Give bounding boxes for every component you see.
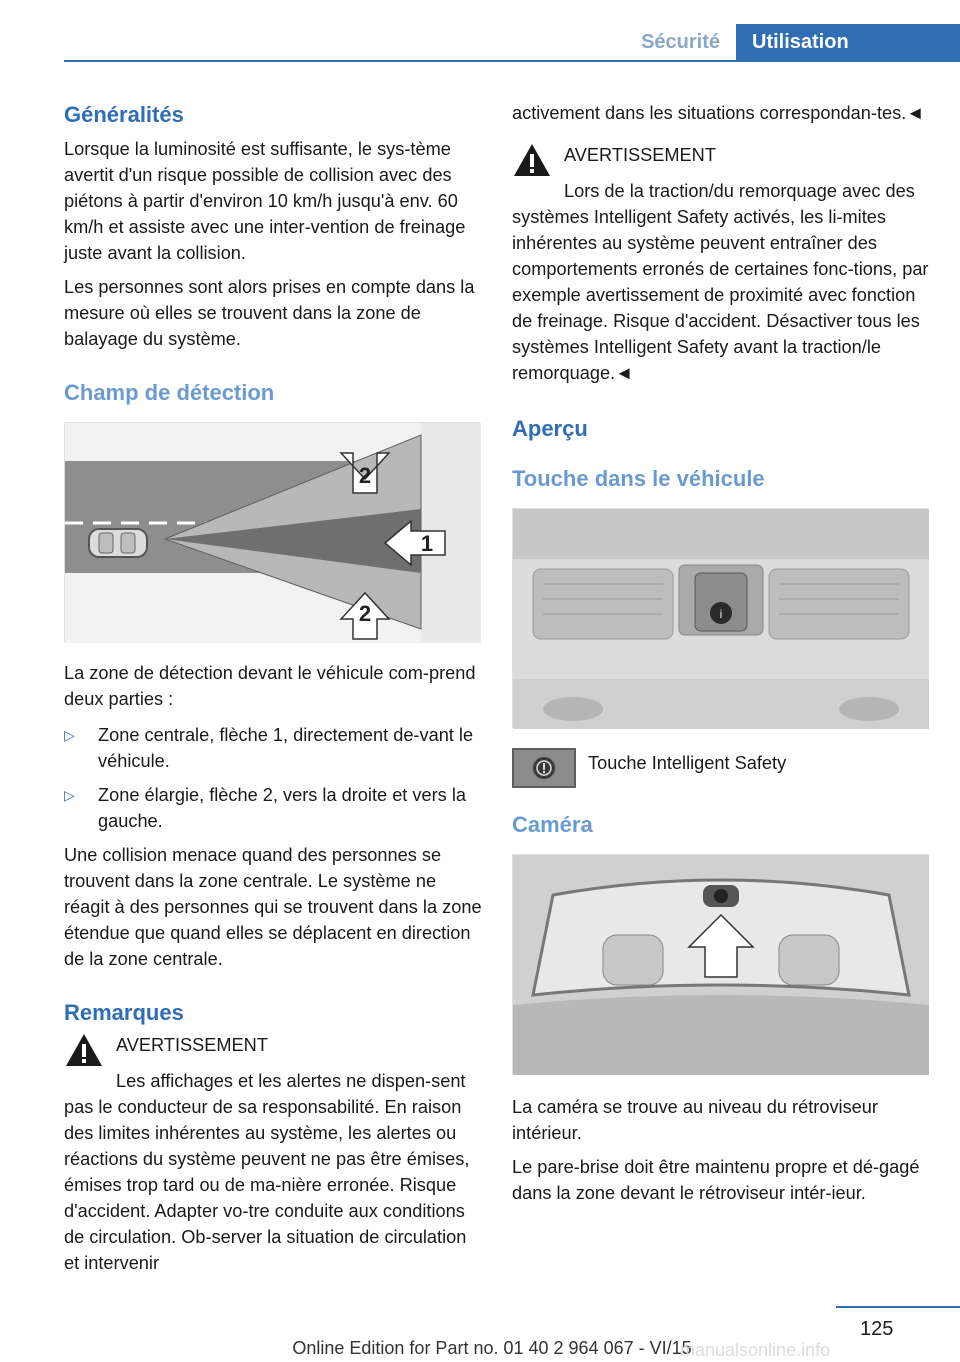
camera-figure xyxy=(512,854,928,1074)
heading-remarques: Remarques xyxy=(64,1000,184,1025)
bullet-triangle-icon: ▷ xyxy=(64,727,75,743)
paragraph-detection-zone: La zone de détection devant le véhicule com-prend deux parties : xyxy=(64,663,476,709)
paragraph-generalites-2: Les personnes sont alors prises en compte dans la mesure où elles se trouvent dans la zone de balayage du système. xyxy=(64,277,475,349)
page-header xyxy=(0,0,960,62)
paragraph-camera-1: La caméra se trouve au niveau du rétroviseur intérieur. xyxy=(512,1097,878,1143)
warning-text-2: Lors de la traction/du remorquage avec des systèmes Intelligent Safety activés, les li-mites inhérentes au système peuvent entraîner des comportements erronés de certaines fonc-tions, par exemple avertissement de proximité avec fonction de freinage. Risque d'accident. Désactiver tous les systèmes Intelligent Safety avant la traction/le remorquage.◄ xyxy=(512,181,929,383)
edition-footer: Online Edition for Part no. 01 40 2 964 067 - VI/15 xyxy=(292,1338,692,1358)
figure-label-arrow-1: 1 xyxy=(420,531,434,556)
footer-rule xyxy=(836,1306,960,1308)
left-column xyxy=(64,100,482,1276)
intelligent-safety-button-icon xyxy=(512,748,576,788)
section-tab-securite[interactable]: Sécurité xyxy=(641,31,720,53)
button-caption: Touche Intelligent Safety xyxy=(588,753,787,773)
list-item: ▷ Zone centrale, flèche 1, directement de-vant le véhicule. xyxy=(64,722,482,774)
paragraph-collision: Une collision menace quand des personnes se trouvent dans la zone centrale. Le système ne réagit à des personnes qui se trouvent dans la zone étendue que quand elles se déplacent en direction de la zone centrale. xyxy=(64,845,482,969)
heading-generalites: Généralités xyxy=(64,102,184,127)
watermark: manualsonline.info xyxy=(680,1340,831,1360)
figure-label-arrow-2-top: 2 xyxy=(358,463,372,488)
warning-triangle-icon xyxy=(64,1032,104,1068)
figure-label-arrow-2-bottom: 2 xyxy=(358,601,372,626)
heading-apercu: Aperçu xyxy=(512,416,588,441)
warning-triangle-icon xyxy=(512,142,552,178)
paragraph-continuation: activement dans les situations correspondan-tes.◄ xyxy=(512,103,925,123)
warning-title: AVERTISSEMENT xyxy=(564,145,716,165)
button-caption-row xyxy=(512,748,930,788)
dashboard-illustration xyxy=(513,509,929,729)
svg-text:i: i xyxy=(719,607,723,621)
heading-champ-detection: Champ de détection xyxy=(64,380,275,405)
header-rule xyxy=(64,60,960,62)
detection-zone-list xyxy=(64,722,482,834)
detection-field-figure xyxy=(64,422,480,642)
bullet-triangle-icon: ▷ xyxy=(64,787,75,803)
page-number: 125 xyxy=(860,1318,894,1340)
paragraph-camera-2: Le pare-brise doit être maintenu propre et dé-gagé dans la zone devant le rétroviseur intér-ieur. xyxy=(512,1157,920,1203)
list-item: ▷ Zone élargie, flèche 2, vers la droite et vers la gauche. xyxy=(64,782,482,834)
detection-field-illustration xyxy=(65,423,481,643)
right-column xyxy=(512,100,930,1206)
windshield-camera-illustration xyxy=(513,855,929,1075)
warning-block-2 xyxy=(512,142,930,178)
warning-block-1 xyxy=(64,1032,482,1068)
warning-text-1: Les affichages et les alertes ne dispen-sent pas le conducteur de sa responsabilité. En raison des limites inhérentes au système, les alertes ou réactions du système peuvent ne pas être émises, émises trop tard ou de ma-nière erronée. Risque d'accident. Adapter vo-tre conduite aux conditions de circulation. Ob-server la situation de circulation et intervenir xyxy=(64,1071,470,1273)
vehicle-button-figure xyxy=(512,508,928,728)
heading-camera: Caméra xyxy=(512,812,593,837)
heading-touche-vehicule: Touche dans le véhicule xyxy=(512,466,765,491)
paragraph-generalites-1: Lorsque la luminosité est suffisante, le sys-tème avertit d'un risque possible de collision avec des piétons à partir d'environ 10 km/h jusqu'à env. 60 km/h et assiste avec une inter-vention de freinage juste avant la collision. xyxy=(64,139,466,263)
warning-title: AVERTISSEMENT xyxy=(116,1035,268,1055)
section-tab-utilisation[interactable]: Utilisation xyxy=(736,24,960,60)
